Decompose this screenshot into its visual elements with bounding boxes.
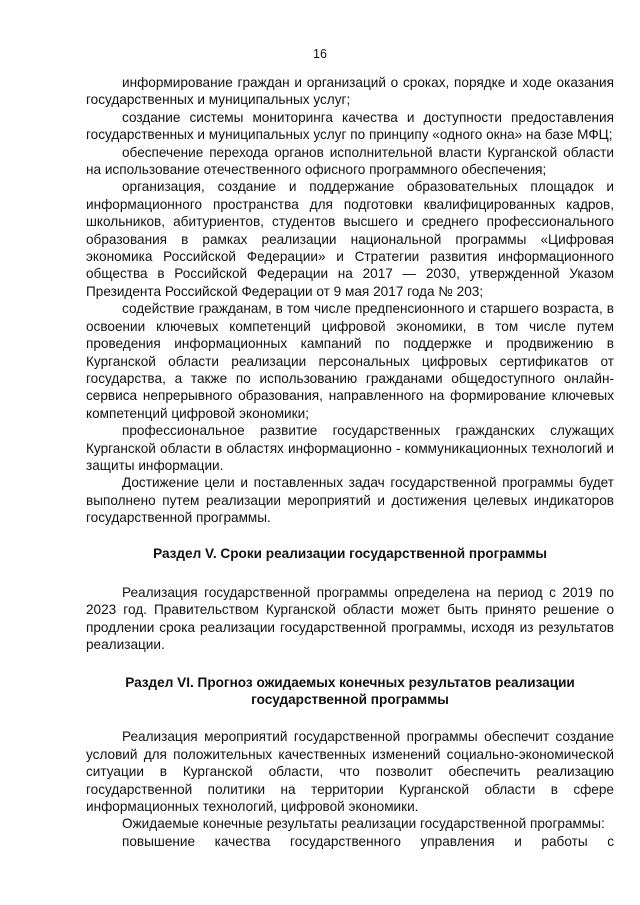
section-6-heading bbox=[86, 674, 614, 709]
paragraph: Реализация государственной программы определена на период с 2019 по 2023 год. Правительством Курганской области может быть принято решение о продлении срока реализации государственной программы, исходя из результатов реализации. bbox=[86, 584, 614, 653]
section-6-heading-line-2: государственной программы bbox=[251, 692, 449, 707]
page-content bbox=[86, 74, 614, 850]
paragraph: организация, создание и поддержание образовательных площадок и информационного пространства для подготовки квалифицированных кадров, школьников, абитуриентов, студентов высшего и среднего профессионального образования в рамках реализации национальной программы «Цифровая экономика Российской Федерации» и Стратегии развития информационного общества в Российской Федерации на 2017 — 2030, утвержденной Указом Президента Российской Федерации от 9 мая 2017 года № 203; bbox=[86, 179, 614, 299]
paragraph: информирование граждан и организаций о сроках, порядке и ходе оказания государственных и муниципальных услуг; bbox=[86, 75, 614, 108]
spacer bbox=[86, 708, 614, 728]
paragraph: Реализация мероприятий государственной программы обеспечит создание условий для положительных качественных изменений социально-экономической ситуации в Курганской области, что позволит обеспечить реализацию государственной политики на территории Курганской области в сфере информационных технологий, цифровой экономики. bbox=[86, 729, 614, 815]
paragraph: создание системы мониторинга качества и доступности предоставления государственных и муниципальных услуг по принципу «одного окна» на базе МФЦ; bbox=[86, 109, 614, 143]
paragraph: профессиональное развитие государственных гражданских служащих Курганской области в областях информационно - коммуникационных технологий и защиты информации. bbox=[86, 423, 614, 473]
section-6-heading-line-1: Раздел VI. Прогноз ожидаемых конечных результатов реализации bbox=[125, 674, 575, 690]
paragraph: Ожидаемые конечные результаты реализации государственной программы: bbox=[122, 816, 605, 832]
spacer bbox=[86, 527, 614, 545]
page-number: 16 bbox=[313, 47, 327, 61]
spacer bbox=[86, 562, 614, 584]
spacer bbox=[86, 654, 614, 674]
paragraph: обеспечение перехода органов исполнительной власти Курганской области на использование отечественного офисного программного обеспечения; bbox=[86, 144, 614, 178]
paragraph: содействие гражданам, в том числе предпенсионного и старшего возраста, в освоении ключевых компетенций цифровой экономики, в том числе путем проведения информационных кампаний по поддержке и продвижению в Курганской области реализации персональных цифровых сертификатов от государства, а также по использованию гражданами общедоступного онлайн-сервиса непрерывного образования, направленного на формирование ключевых компетенций цифровой экономики; bbox=[86, 301, 614, 421]
paragraph: Достижение цели и поставленных задач государственной программы будет выполнено путем реализации мероприятий и достижения целевых индикаторов государственной программы. bbox=[86, 475, 614, 526]
paragraph: повышение качества государственного управления и работы с bbox=[122, 833, 614, 849]
section-5-heading: Раздел V. Сроки реализации государственной программы bbox=[153, 545, 547, 561]
